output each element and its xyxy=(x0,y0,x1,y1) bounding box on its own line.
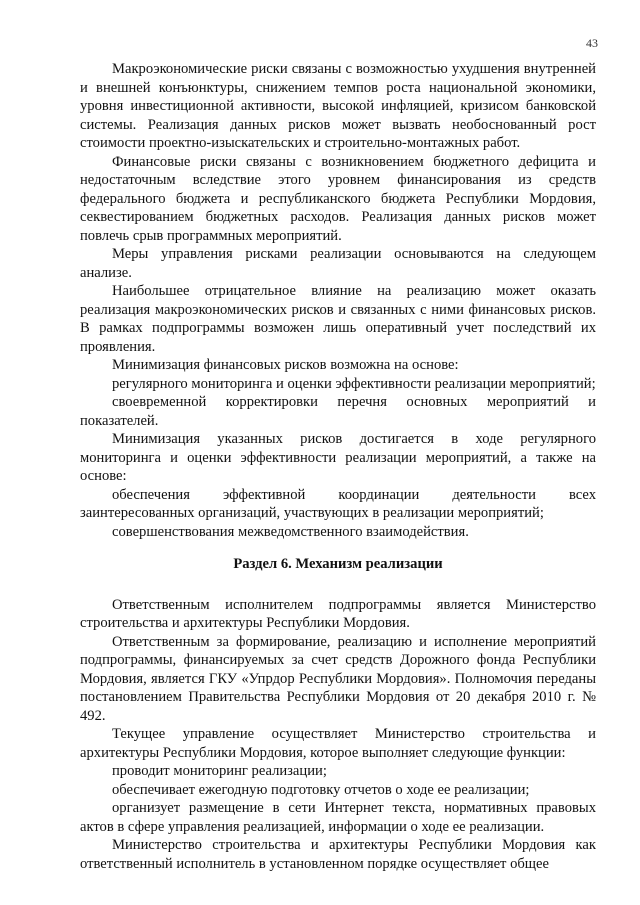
list-item: совершенствования межведомственного взаимодействия. xyxy=(112,523,469,540)
paragraph: Макроэкономические риски связаны с возможностью ухудшения внутренней и внешней конъюнктуры, снижением темпов роста национальной экономики, уровня инвестиционной активности, высокой инфляцией, кризисом банковской системы. Реализация данных рисков может вызвать необоснованный рост стоимости проектно-изыскательских и строительно-монтажных работ. xyxy=(80,61,596,151)
list-item: проводит мониторинг реализации; xyxy=(112,763,327,779)
list-item: обеспечивает ежегодную подготовку отчетов о ходе ее реализации; xyxy=(112,781,530,798)
list-item: организует размещение в сети Интернет текста, нормативных правовых актов в сфере управления реализацией, информации о ходе ее реализации. xyxy=(80,800,596,835)
paragraph: Ответственным исполнителем подпрограммы является Министерство строительства и архитектуры Республики Мордовия. xyxy=(80,596,596,631)
page-number: 43 xyxy=(586,36,598,50)
paragraph: Минимизация финансовых рисков возможна на основе: xyxy=(112,357,459,373)
list-item: обеспечения эффективной координации деятельности всех заинтересованных организаций, участвующих в реализации мероприятий; xyxy=(80,486,596,521)
paragraph: Министерство строительства и архитектуры Республики Мордовия как ответственный исполнитель в установленном порядке осуществляет общее xyxy=(80,837,596,872)
paragraph: Текущее управление осуществляет Министерство строительства и архитектуры Республики Мордовия, которое выполняет следующие функции: xyxy=(80,726,596,761)
paragraph: Наибольшее отрицательное влияние на реализацию может оказать реализация макроэкономических рисков и связанных с ними финансовых рисков. В рамках подпрограммы возможен лишь оперативный учет последствий их проявления. xyxy=(80,283,596,355)
list-item: своевременной корректировки перечня основных мероприятий и показателей. xyxy=(80,394,596,429)
paragraph: Минимизация указанных рисков достигается в ходе регулярного мониторинга и оценки эффективности реализации мероприятий, а также на основе: xyxy=(80,431,596,484)
list-item: регулярного мониторинга и оценки эффективности реализации мероприятий; xyxy=(112,375,596,392)
paragraph: Меры управления рисками реализации основываются на следующем анализе. xyxy=(80,246,596,281)
section-heading: Раздел 6. Механизм реализации xyxy=(233,556,443,572)
paragraph: Финансовые риски связаны с возникновением бюджетного дефицита и недостаточным вследствие этого уровнем финансирования из средств федерального бюджета и республиканского бюджета Республики Мордовия, секвестированием бюджетных расходов. Реализация данных рисков может повлечь срыв программных мероприятий. xyxy=(80,153,596,244)
page-body xyxy=(80,60,596,873)
paragraph: Ответственным за формирование, реализацию и исполнение мероприятий подпрограммы, финансируемых за счет средств Дорожного фонда Республики Мордовия, является ГКУ «Упрдор Республики Мордовия». Полномочия переданы постановлением Правительства Республики Мордовия от 20 декабря 2010 г. № 492. xyxy=(80,633,596,724)
